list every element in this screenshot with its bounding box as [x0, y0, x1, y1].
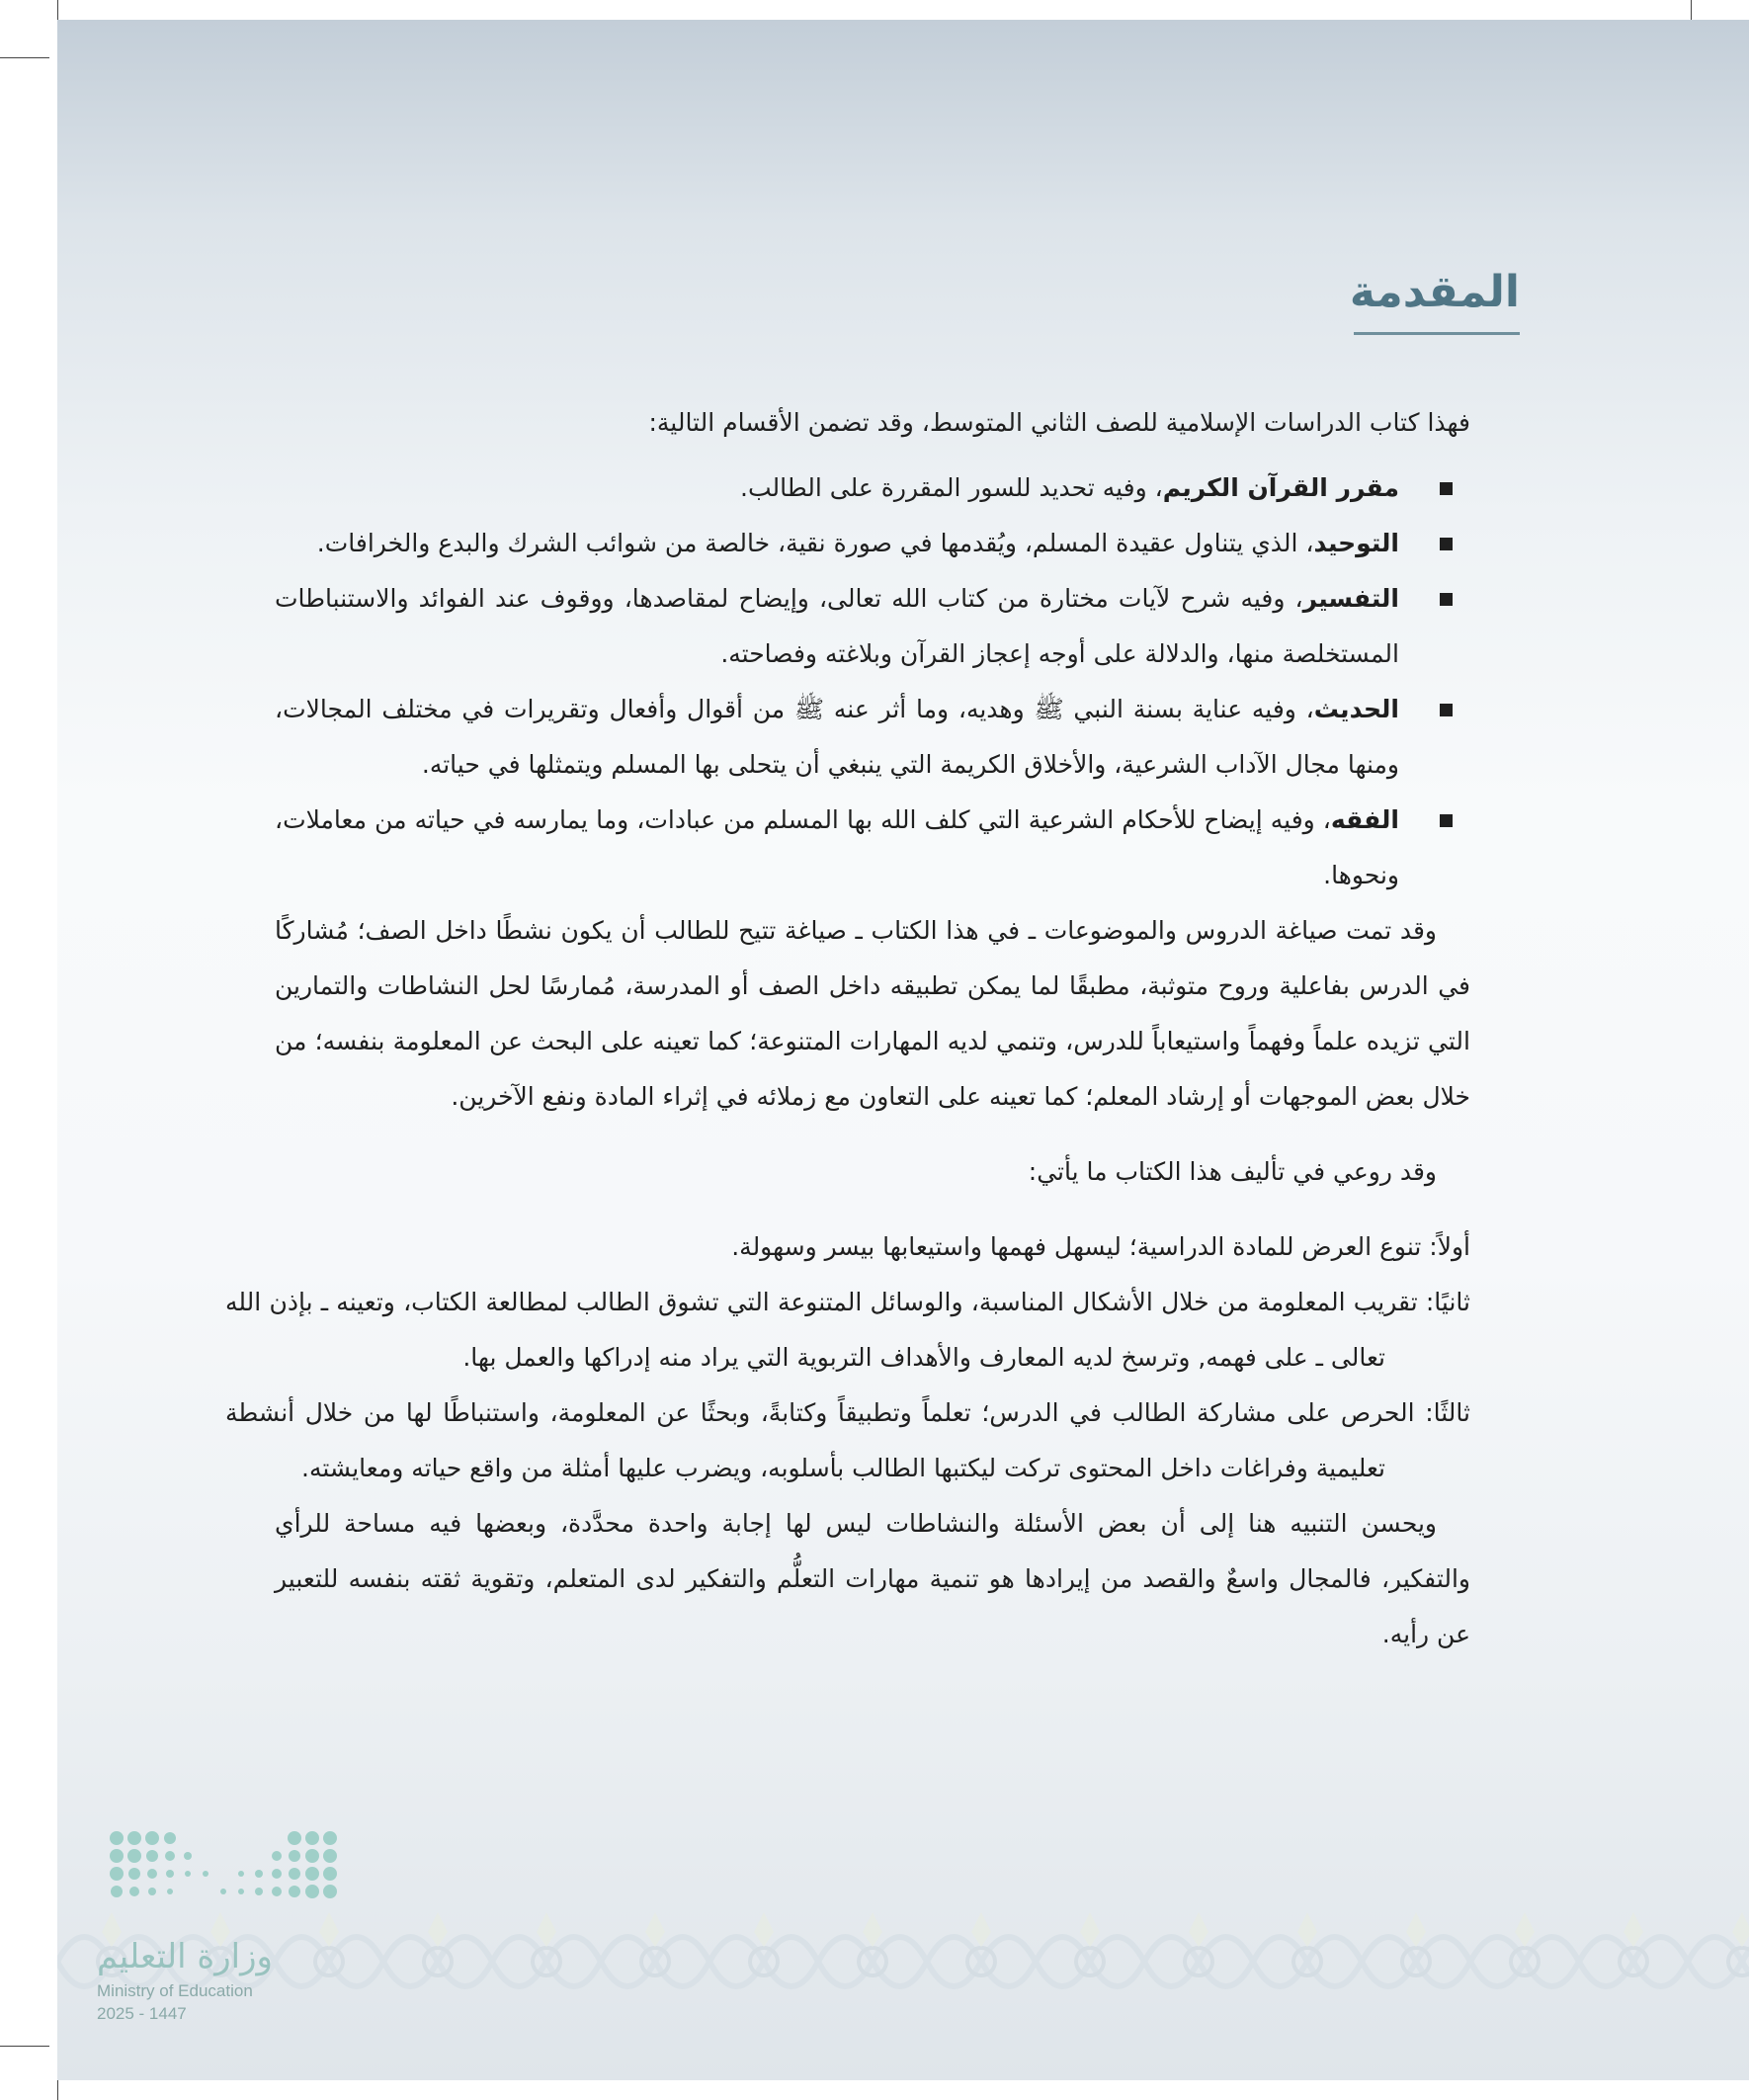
section-text: ، وفيه عناية بسنة النبي ﷺ وهديه، وما أثر عنه ﷺ من أقوال وأفعال وتقريرات في مختلف المجالات، ومنها مجال الآداب الشرعية، والأخلاق الكريمة التي ينبغي أن يتحلى بها المسلم ويتمثلها في حياته.	[275, 695, 1399, 779]
title-underline	[1354, 332, 1520, 335]
list-item: ثالثًا: الحرص على مشاركة الطالب في الدرس؛ تعلماً وتطبيقاً وكتابةً، وبحثًا عن المعلومة، واستنباطًا لها من خلال أنشطة تعليمية وفراغات داخل المحتوى تركت ليكتبها الطالب بأسلوبه، ويضرب عليها أمثلة من واقع حياته ومعايشته.	[225, 1398, 1470, 1482]
logo-year-text: 2025 - 1447	[97, 2004, 187, 2023]
logo-english-text: Ministry of Education	[97, 1981, 253, 2000]
paragraph: وقد روعي في تأليف هذا الكتاب ما يأتي:	[1028, 1157, 1437, 1186]
section-text: ، وفيه إيضاح للأحكام الشرعية التي كلف الله بها المسلم من عبادات، وما يمارسه في حياته من معاملات، ونحوها.	[275, 805, 1399, 889]
crop-mark	[57, 2080, 58, 2100]
paragraph: وقد تمت صياغة الدروس والموضوعات ـ في هذا الكتاب ـ صياغة تتيح للطالب أن يكون نشطًا داخل الصف؛ مُشاركًا في الدرس بفاعلية وروح متوثبة، مطبقًا لما يمكن تطبيقه داخل الصف أو المدرسة، مُمارسًا لحل النشاطات والتمارين التي تزيده علماً وفهماً واستيعاباً للدرس، وتنمي لديه المهارات المتنوعة؛ كما تعينه على البحث عن المعلومة بنفسه؛ من خلال بعض الموجهات أو إرشاد المعلم؛ كما تعينه على التعاون مع زملائه في إثراء المادة ونفع الآخرين.	[275, 916, 1470, 1111]
list-item	[275, 571, 1470, 682]
list-item	[275, 461, 1470, 516]
square-bullet-icon	[1440, 593, 1453, 606]
list-item: ثانيًا: تقريب المعلومة من خلال الأشكال المناسبة، والوسائل المتنوعة التي تشوق الطالب لمطالعة الكتاب، وتعينه ـ بإذن الله تعالى ـ على فهمه, وترسخ لديه المعارف والأهداف التربوية التي يراد منه إدراكها والعمل بها.	[225, 1288, 1470, 1372]
section-text: ، وفيه شرح لآيات مختارة من كتاب الله تعالى، وإيضاح لمقاصدها، ووقوف عند الفوائد والاستنباطات المستخلصة منها، والدلالة على أوجه إعجاز القرآن وبلاغته وفصاحته.	[275, 584, 1399, 668]
section-text: ، وفيه تحديد للسور المقررة على الطالب.	[740, 473, 1163, 502]
sections-list	[275, 461, 1470, 903]
points-list	[225, 1219, 1470, 1496]
logo-arabic-text: وزارة التعليم	[97, 1937, 273, 1976]
list-item: أولاً: تنوع العرض للمادة الدراسية؛ ليسهل فهمها واستيعابها بيسر وسهولة.	[731, 1232, 1470, 1261]
document-page	[57, 20, 1749, 2080]
section-term: التفسير	[1302, 584, 1399, 613]
section-term: الفقه	[1330, 805, 1399, 834]
body-text	[225, 395, 1470, 1662]
page-title: المقدمة	[1349, 267, 1520, 317]
intro-paragraph: فهذا كتاب الدراسات الإسلامية للصف الثاني المتوسط، وقد تضمن الأقسام التالية:	[648, 408, 1470, 437]
ministry-logo	[97, 1818, 364, 2006]
section-term: مقرر القرآن الكريم	[1162, 473, 1399, 502]
square-bullet-icon	[1440, 704, 1453, 716]
list-item	[275, 682, 1470, 793]
section-term: التوحيد	[1313, 529, 1399, 557]
section-term: الحديث	[1313, 695, 1399, 723]
square-bullet-icon	[1440, 482, 1453, 495]
crop-mark	[0, 2046, 49, 2047]
list-item	[275, 793, 1470, 903]
section-text: ، الذي يتناول عقيدة المسلم، ويُقدمها في صورة نقية، خالصة من شوائب الشرك والبدع والخرافات.	[316, 529, 1314, 557]
list-item	[275, 516, 1470, 571]
crop-mark	[0, 57, 49, 58]
square-bullet-icon	[1440, 538, 1453, 550]
square-bullet-icon	[1440, 814, 1453, 827]
paragraph: ويحسن التنبيه هنا إلى أن بعض الأسئلة والنشاطات ليس لها إجابة واحدة محدَّدة، وبعضها فيه مساحة للرأي والتفكير، فالمجال واسعٌ والقصد من إيرادها هو تنمية مهارات التعلُّم والتفكير لدى المتعلم، وتقوية ثقته بنفسه للتعبير عن رأيه.	[275, 1509, 1470, 1648]
